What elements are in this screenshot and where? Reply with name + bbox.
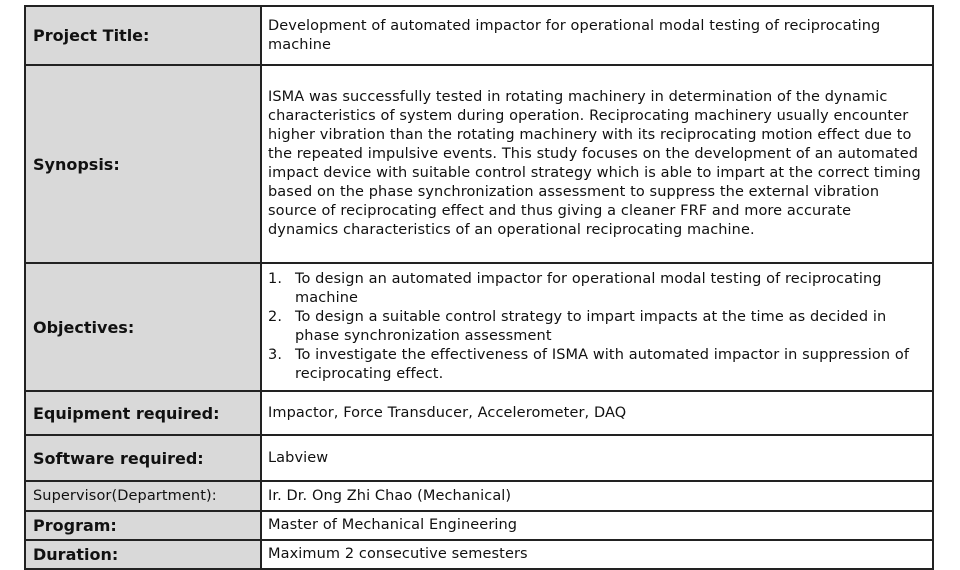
project-info-table xyxy=(24,5,934,570)
software-value: Labview xyxy=(261,435,933,481)
objective-item xyxy=(268,346,926,384)
equipment-value: Impactor, Force Transducer, Accelerometer, DAQ xyxy=(261,391,933,435)
table-row-supervisor xyxy=(25,481,933,511)
duration-label: Duration: xyxy=(25,540,261,569)
table-row-project-title xyxy=(25,6,933,65)
objectives-value xyxy=(261,263,933,391)
objective-text: To investigate the effectiveness of ISMA with automated impactor in suppression of reciprocating effect. xyxy=(295,347,910,382)
objective-number: 1. xyxy=(268,271,283,287)
project-title-label: Project Title: xyxy=(25,6,261,65)
objective-number: 3. xyxy=(268,347,283,363)
duration-value: Maximum 2 consecutive semesters xyxy=(261,540,933,569)
equipment-label: Equipment required: xyxy=(25,391,261,435)
objective-text: To design a suitable control strategy to impart impacts at the time as decided in phase synchronization assessment xyxy=(295,309,887,344)
table-row-program xyxy=(25,511,933,540)
supervisor-value: Ir. Dr. Ong Zhi Chao (Mechanical) xyxy=(261,481,933,511)
table-row-equipment xyxy=(25,391,933,435)
table-row-duration xyxy=(25,540,933,569)
objective-item xyxy=(268,308,926,346)
supervisor-label: Supervisor(Department): xyxy=(25,481,261,511)
synopsis-label: Synopsis: xyxy=(25,65,261,263)
table-row-synopsis xyxy=(25,65,933,263)
program-value: Master of Mechanical Engineering xyxy=(261,511,933,540)
table-row-objectives xyxy=(25,263,933,391)
objective-number: 2. xyxy=(268,309,283,325)
objectives-list xyxy=(268,270,926,384)
synopsis-value: ISMA was successfully tested in rotating machinery in determination of the dynamic characteristics of system during operation. Reciprocating machinery usually encounter higher vibration than the rotating machinery with its reciprocating motion effect due to the repeated impulsive events. This study focuses on the development of an automated impact device with suitable control strategy which is able to impart at the correct timing based on the phase synchronization assessment to suppress the external vibration source of reciprocating effect and thus giving a cleaner FRF and more accurate dynamics characteristics of an operational reciprocating machine. xyxy=(261,65,933,263)
software-label: Software required: xyxy=(25,435,261,481)
objectives-label: Objectives: xyxy=(25,263,261,391)
objective-item xyxy=(268,270,926,308)
objective-text: To design an automated impactor for operational modal testing of reciprocating machine xyxy=(295,271,882,306)
program-label: Program: xyxy=(25,511,261,540)
project-title-value: Development of automated impactor for operational modal testing of reciprocating machine xyxy=(261,6,933,65)
table-row-software xyxy=(25,435,933,481)
